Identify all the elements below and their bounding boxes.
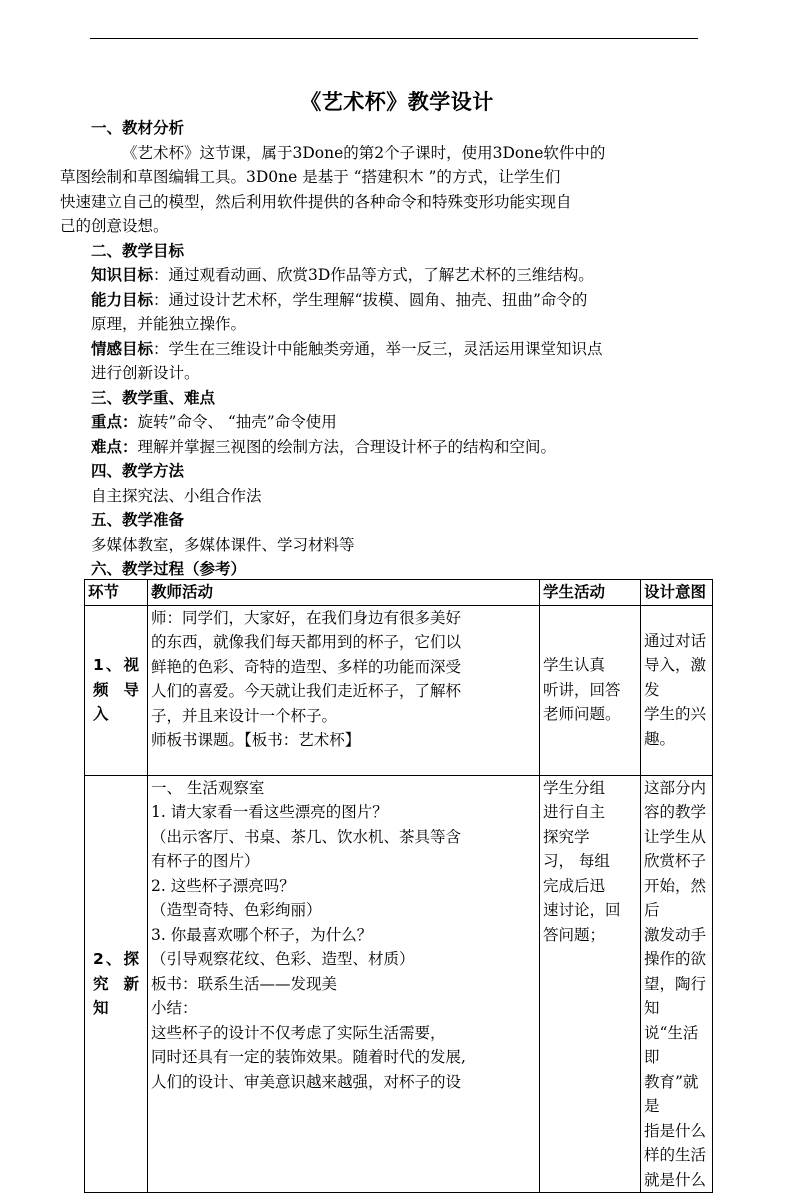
intent-line: 开始，然后 (644, 876, 707, 919)
difficult-point-label: 难点： (91, 437, 138, 456)
teacher-line: （引导观察花纹、色彩、造型、材质） (151, 950, 415, 968)
teacher-line: 一、 生活观察室 (151, 778, 265, 797)
goal-knowledge-text: ：通过观看动画、欣赏3D作品等方式，了解艺术杯的三维结构。 (153, 266, 594, 284)
analysis-line: 《艺术杯》这节课，属于3Done的第2个子课时，使用3Done软件中的 (122, 143, 606, 162)
key-point-label: 重点： (91, 413, 138, 431)
goal-emotion (91, 337, 713, 386)
teacher-line: 1. 请大家看一看这些漂亮的图片？ (151, 803, 388, 821)
teacher-line: 人们的设计、审美意识越来越强，对杯子的设 (151, 1072, 462, 1091)
student-line: 探究学 (543, 827, 590, 846)
key-point-text: 旋转”命令、 “抽壳”命令使用 (137, 413, 337, 431)
teacher-line: 3. 你最喜欢哪个杯子，为什么？ (151, 925, 373, 944)
teacher-line: 小结： (151, 999, 198, 1017)
intent-line: 容的教学 (644, 803, 707, 821)
teacher-line: 这些杯子的设计不仅考虑了实际生活需要， (151, 1023, 446, 1042)
student-line: 进行自主 (543, 803, 606, 821)
section-heading-preparation: 五、教学准备 (91, 511, 185, 529)
table-row (85, 775, 713, 1193)
teacher-line: 鲜艳的色彩、奇特的造型、多样的功能而深受 (151, 657, 462, 676)
intent-line: 样的生活 (644, 1146, 707, 1164)
analysis-line: 己的创意设想。 (60, 217, 169, 235)
difficult-point (91, 435, 713, 460)
analysis-paragraph (60, 141, 713, 239)
goal-ability-text-cont: 原理，并能独立操作。 (91, 315, 247, 333)
intent-line: 望，陶行知 (644, 974, 707, 1017)
intent-line: 就是什么 (644, 1170, 707, 1189)
student-line: 习， 每组 (543, 852, 610, 870)
difficult-point-text: 理解并掌握三视图的绘制方法，合理设计杯子的结构和空间。 (137, 437, 557, 456)
teacher-line: 人们的喜爱。今天就让我们走近杯子，了解杯 (151, 682, 462, 700)
intent-line: 通过对话 (644, 631, 707, 650)
intent-line: 欣赏杯子 (644, 852, 707, 870)
goal-knowledge (91, 263, 713, 288)
header-teacher: 教师活动 (148, 580, 540, 606)
key-point (91, 410, 713, 435)
phase-line: 入 (93, 705, 109, 724)
preparation-text: 多媒体教室，多媒体课件、学习材料等 (91, 535, 355, 554)
process-table (84, 579, 713, 1193)
phase-cell (85, 775, 148, 1193)
student-line: 答问题； (543, 925, 606, 944)
student-line: 学生分组 (543, 778, 606, 797)
intent-line: 操作的欲 (644, 950, 707, 968)
table-header-row (85, 580, 713, 606)
analysis-line: 草图绘制和草图编辑工具。3D0ne 是基于 “搭建积木 ”的方式，让学生们 (60, 168, 561, 186)
intent-line: 趣。 (644, 729, 676, 748)
intent-line: 教育”就是 (644, 1072, 699, 1115)
phase-cell (85, 605, 148, 775)
goal-knowledge-label: 知识目标 (91, 266, 154, 284)
intent-line: 指是什么 (644, 1121, 707, 1140)
header-student: 学生活动 (540, 580, 641, 606)
methods-text: 自主探究法、小组合作法 (91, 486, 262, 505)
intent-line: 让学生从 (644, 827, 707, 846)
teacher-line: （出示客厅、书桌、茶几、饮水机、茶具等含 (151, 827, 462, 846)
student-line: 老师问题。 (543, 705, 621, 724)
design-intent-cell (641, 775, 713, 1193)
phase-line: 究 新 (93, 974, 139, 993)
teacher-line: 的东西，就像我们每天都用到的杯子，它们以 (151, 633, 462, 651)
document-title: 《艺术杯》教学设计 (300, 90, 494, 114)
goal-ability (91, 288, 713, 337)
intent-line: 学生的兴 (644, 705, 707, 724)
section-heading-analysis: 一、教材分析 (91, 119, 185, 137)
header-rule (90, 38, 698, 39)
intent-line: 激发动手 (644, 925, 707, 944)
section-heading-process: 六、教学过程（参考） (91, 560, 247, 578)
teacher-line: 师板书课题。【板书：艺术杯】 (151, 731, 361, 749)
goal-ability-text: ：通过设计艺术杯，学生理解“拔模、圆角、抽壳、扭曲”命令的 (153, 290, 588, 309)
goal-emotion-label: 情感目标 (91, 339, 154, 358)
header-phase: 环节 (85, 580, 148, 606)
goal-emotion-text-cont: 进行创新设计。 (91, 364, 200, 382)
teacher-line: 师：同学们，大家好，在我们身边有很多美好 (151, 608, 462, 627)
intent-line: 导入，激发 (644, 656, 707, 699)
table-row (85, 605, 713, 775)
student-activity-cell (540, 605, 641, 775)
teacher-line: 2. 这些杯子漂亮吗？ (151, 876, 295, 895)
student-line: 完成后迅 (543, 876, 606, 895)
teacher-line: 同时还具有一定的装饰效果。随着时代的发展, (151, 1048, 466, 1066)
section-heading-keypoints: 三、教学重、难点 (91, 388, 216, 407)
student-line: 速讨论，回 (543, 901, 621, 919)
teacher-line: 子，并且来设计一个杯子。 (151, 706, 338, 725)
goal-emotion-text: ：学生在三维设计中能触类旁通，举一反三，灵活运用课堂知识点 (153, 339, 603, 358)
intent-line: 这部分内 (644, 778, 707, 797)
design-intent-cell (641, 605, 713, 775)
student-line: 听讲，回答 (543, 680, 621, 699)
intent-line: 说“生活即 (644, 1023, 699, 1066)
analysis-line: 快速建立自己的模型，然后利用软件提供的各种命令和特殊变形功能实现自 (60, 192, 572, 211)
header-intent: 设计意图 (641, 580, 713, 606)
student-line: 学生认真 (543, 656, 606, 675)
section-heading-methods: 四、教学方法 (91, 462, 185, 480)
phase-line: 频 导 (93, 680, 139, 699)
teacher-line: 有杯子的图片） (151, 852, 260, 870)
section-heading-goals: 二、教学目标 (91, 241, 185, 260)
phase-line: 知 (93, 999, 109, 1017)
teacher-line: （造型奇特、色彩绚丽） (151, 901, 322, 919)
phase-line: 2、探 (93, 950, 139, 968)
document-body (60, 116, 713, 582)
phase-line: 1、视 (93, 656, 139, 675)
teacher-activity-cell (148, 605, 540, 775)
goal-ability-label: 能力目标 (91, 290, 154, 309)
teacher-line: 板书：联系生活——发现美 (151, 974, 338, 993)
student-activity-cell (540, 775, 641, 1193)
teacher-activity-cell (148, 775, 540, 1193)
